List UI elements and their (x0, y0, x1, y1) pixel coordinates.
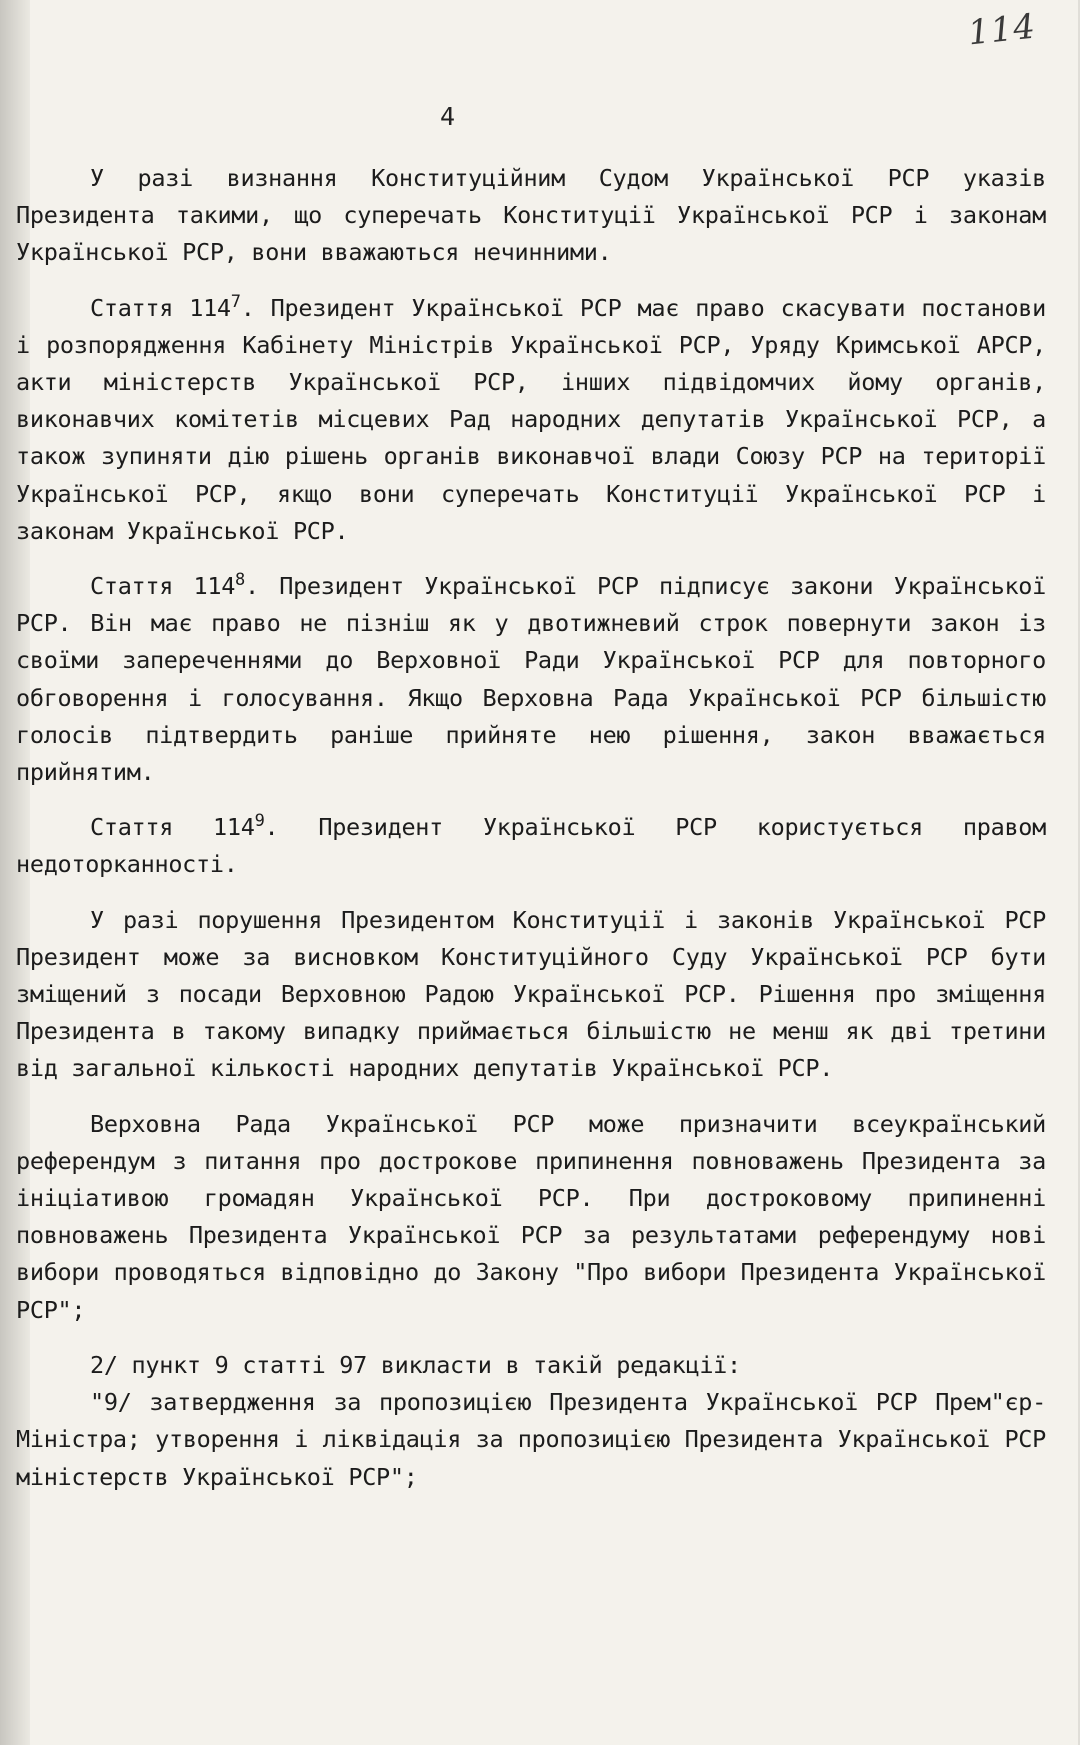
article-heading: Стаття 114 (90, 293, 231, 322)
page-number: 4 (440, 102, 456, 131)
paragraph-text: . Президент Української РСР користується правом недоторканності. (16, 813, 1046, 879)
paragraph-amendment-item-2 (16, 1347, 1046, 1384)
paragraph-article-114-7 (16, 290, 1046, 550)
paragraph-removal-from-office (16, 902, 1046, 1088)
paragraph-text: У разі визнання Конституційним Судом Української РСР указів Президента такими, що суперечать Конституції Української РСР і законам Української РСР, вони вважаються нечинними. (16, 164, 1046, 267)
article-heading: Стаття 114 (90, 813, 255, 842)
paragraph-text: . Президент Української РСР підписує закони Української РСР. Він має право не пізніш як у двотижневий строк повернути закон із своїми запереченнями до Верховної Ради Української РСР для повторного обговорення і голосування. Якщо Верховна Рада Української РСР більшістю голосів підтвердить раніше прийняте нею рішення, закон вважається прийнятим. (16, 572, 1046, 787)
paragraph-text: Верховна Рада Української РСР може призначити всеукраїнський референдум з питання про дострокове припинення повноважень Президента за ініціативою громадян Української РСР. При достроковому припиненні повноважень Президента Української РСР за результатами референдуму нові вибори проводяться відповідно до Закону "Про вибори Президента Української РСР"; (16, 1109, 1046, 1324)
paragraph-text: . Президент Української РСР має право скасувати постанови і розпорядження Кабінету Міністрів Української РСР, Уряду Кримської АРСР, акти міністерств Української РСР, інших підвідомчих йому органів, виконавчих комітетів місцевих Рад народних депутатів Української РСР, а також зупиняти дію рішень органів виконавчої влади Союзу РСР на території Української РСР, якщо вони суперечать Конституції Української РСР і законам Української РСР. (16, 293, 1046, 545)
document-body (16, 160, 1046, 1514)
paragraph-text: 2/ пункт 9 статті 97 викласти в такій редакції: (90, 1350, 741, 1379)
paragraph-referendum (16, 1106, 1046, 1329)
paragraph-text: "9/ затвердження за пропозицією Президента Української РСР Прем"єр-Міністра; утворення і ліквідація за пропозицією Президента Української РСР міністерств Української РСР"; (16, 1388, 1046, 1491)
article-heading: Стаття 114 (90, 572, 236, 601)
archive-folio-number: 114 (966, 6, 1038, 54)
article-superscript: 9 (254, 811, 265, 832)
paragraph-article-114-9 (16, 809, 1046, 883)
page-edge (1078, 0, 1080, 1745)
article-superscript: 8 (235, 570, 245, 591)
paragraph-text: У разі порушення Президентом Конституції і законів Української РСР Президент може за висновком Конституційного Суду Української РСР бути зміщений з посади Верховною Радою Української РСР. Рішення про зміщення Президента в такому випадку приймається більшістю не менш як дві третини від загальної кількості народних депутатів Української РСР. (16, 905, 1046, 1083)
paragraph-article-114-8 (16, 568, 1046, 791)
paragraph-decree-invalidity (16, 160, 1046, 272)
article-superscript: 7 (230, 291, 241, 312)
paragraph-amendment-item-9 (16, 1384, 1046, 1496)
